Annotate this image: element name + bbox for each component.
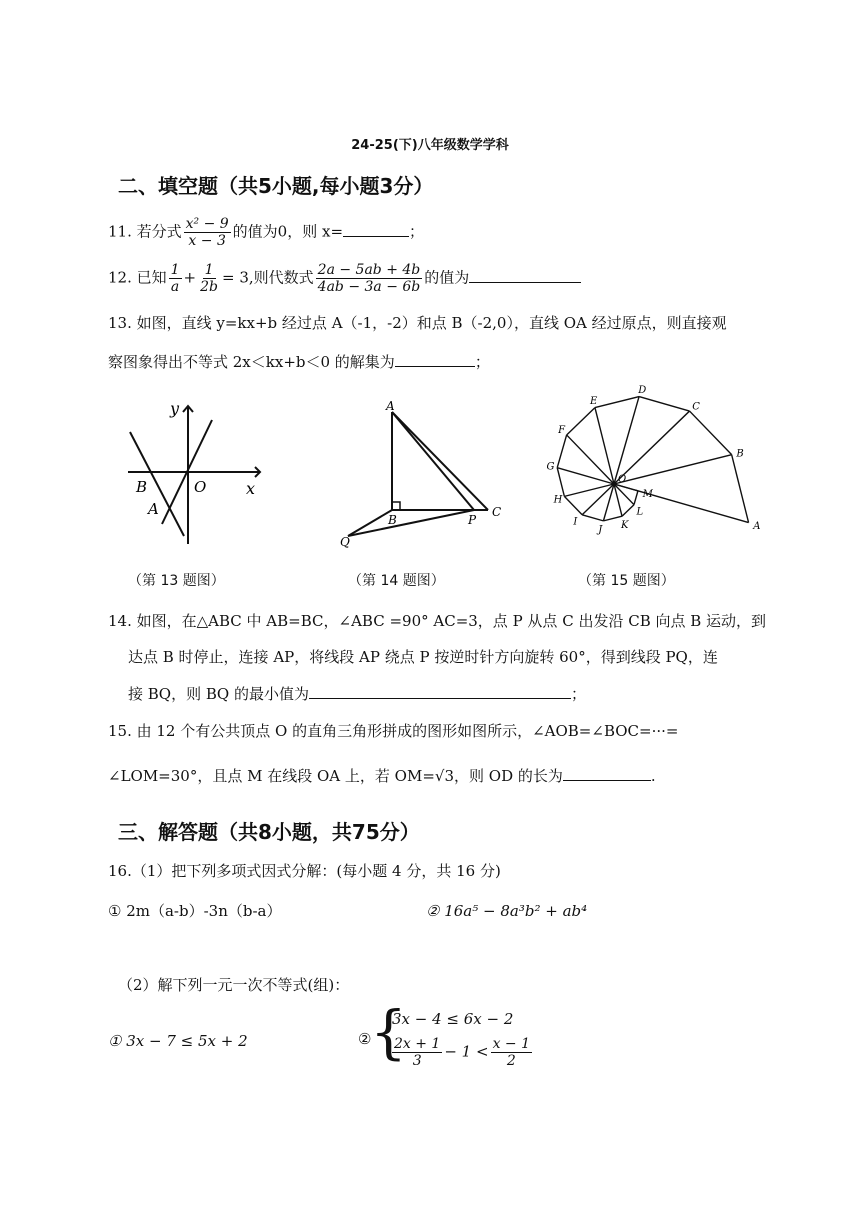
q16-sys-fraction-1 (392, 1036, 442, 1069)
q12-f3-denominator: 4ab − 3a − 6b (317, 279, 421, 296)
section-2-title: 二、填空题（共5小题,每小题3分） (118, 174, 434, 198)
caption-figure-15: （第 15 题图） (578, 573, 675, 589)
q11-suffix: 的值为0，则 x= (232, 222, 344, 241)
q11-answer-blank[interactable] (343, 222, 409, 237)
q15-line-2-text: ∠LOM=30°，且点 M 在线段 OA 上，若 OM=√3，则 OD 的长为 (108, 767, 563, 785)
q13-line-2-text: 察图象得出不等式 2x＜kx+b＜0 的解集为 (108, 353, 395, 371)
fig15-label-C: C (692, 401, 700, 413)
q16-part-2: （2）解下列一元一次不等式(组)： (118, 976, 350, 994)
fig14-label-B: B (388, 513, 397, 527)
q12-plus: + (183, 268, 197, 287)
caption-figure-14: （第 14 题图） (348, 573, 445, 589)
q16-inequality-1: ① 3x − 7 ≤ 5x + 2 (108, 1032, 248, 1050)
q14-line-3 (128, 684, 586, 703)
q15-answer-blank[interactable] (563, 766, 651, 781)
q12-suffix: 的值为 (424, 268, 470, 287)
fig14-label-Q: Q (340, 535, 350, 548)
fig15-label-K: K (620, 519, 629, 531)
q14-answer-blank[interactable] (309, 684, 571, 699)
q13-end: ； (474, 353, 490, 371)
fig15-label-G: G (546, 461, 555, 473)
q16-system-line-2 (390, 1036, 534, 1069)
fig15-label-A: A (753, 520, 761, 532)
fig15-edge-lm (634, 491, 638, 505)
fig15-edge-fg (557, 435, 566, 468)
q15-line-2 (108, 766, 656, 785)
fig15-label-F: F (558, 425, 566, 437)
fig15-edge-jk (603, 516, 622, 521)
fig15-label-E: E (590, 395, 598, 407)
page-header: 24-25(下)八年级数学学科 (351, 138, 509, 153)
fig13-label-O: O (194, 478, 207, 496)
fig15-label-I: I (573, 516, 578, 528)
section-3-title: 三、解答题（共8小题，共75分） (118, 820, 420, 844)
fig15-edge-bc (690, 411, 732, 455)
q12-f3-numerator: 2a − 5ab + 4b (317, 262, 421, 278)
q16-sys-fraction-2 (491, 1036, 532, 1069)
q12-answer-blank[interactable] (469, 268, 581, 283)
q14-end: ； (570, 685, 586, 703)
fig14-ap (392, 412, 474, 510)
fig15-edge-ef (567, 408, 595, 435)
fig13-label-x: x (246, 479, 256, 498)
fig15-edge-kl (622, 505, 634, 517)
fig13-label-A: A (148, 500, 159, 518)
q12-f1-denominator: a (170, 279, 180, 296)
question-12 (108, 262, 581, 295)
q15-line-1: 15. 由 12 个有公共顶点 O 的直角三角形拼成的图形如图所示，∠AOB=∠BOC=···= (108, 722, 679, 740)
fig15-edge-ij (582, 515, 603, 521)
q11-numerator: x² − 9 (185, 216, 229, 232)
fig13-label-y: y (170, 399, 180, 418)
q13-line-1: 13. 如图，直线 y=kx+b 经过点 A（-1，-2）和点 B（-2,0），直线 OA 经过原点，则直接观 (108, 314, 727, 332)
q14-line-3-text: 接 BQ，则 BQ 的最小值为 (128, 685, 309, 703)
figure-13 (120, 398, 270, 548)
fig15-label-H: H (553, 494, 563, 506)
q13-line-2 (108, 352, 490, 371)
q16-system-line-1: 3x − 4 ≤ 6x − 2 (392, 1010, 514, 1028)
fig15-label-J: J (598, 524, 603, 536)
fig15-edge-ab (732, 455, 749, 523)
q16-expression-2: ② 16a⁵ − 8a³b² + ab⁴ (426, 902, 588, 920)
q11-fraction (184, 216, 231, 249)
fig14-pq (348, 510, 474, 536)
fig15-edge-de (595, 397, 639, 408)
fig15-label-B: B (736, 448, 744, 460)
fig15-label-O: O (618, 474, 627, 485)
fig14-label-P: P (468, 513, 477, 527)
q15-end: . (650, 767, 656, 785)
fig14-label-A: A (386, 399, 395, 413)
q12-prefix: 12. 已知 (108, 268, 167, 287)
fig15-ray-oe (595, 408, 614, 484)
figure-14 (328, 398, 508, 548)
q11-denominator: x − 3 (188, 233, 226, 250)
fig13-label-B: B (136, 478, 148, 496)
fig14-label-C: C (492, 505, 502, 519)
figure-15 (538, 384, 768, 544)
fig15-ray-od (614, 397, 639, 484)
fig15-edge-gh (557, 468, 564, 497)
q14-line-2: 达点 B 时停止，连接 AP，将线段 AP 绕点 P 按逆时针方向旋转 60°，得到线段 PQ，连 (128, 648, 718, 666)
q16-sys-middle: − 1 < (444, 1042, 489, 1061)
fig15-ray-oh (564, 484, 614, 496)
question-11 (108, 216, 424, 249)
q14-line-1: 14. 如图，在△ABC 中 AB=BC，∠ABC =90° AC=3，点 P 从点 C 出发沿 CB 向点 B 运动，到 (108, 612, 767, 630)
fig15-label-L: L (636, 506, 644, 518)
q16-sys-f2-denominator: 2 (506, 1053, 516, 1070)
q11-prefix: 11. 若分式 (108, 222, 182, 241)
q16-expression-1: ① 2m（a-b）-3n（b-a） (108, 902, 282, 920)
q12-fraction-3 (316, 262, 423, 295)
q12-f2-denominator: 2b (200, 279, 218, 296)
fig15-edge-hi (564, 496, 582, 514)
fig14-ac (392, 412, 488, 510)
caption-figure-13: （第 13 题图） (128, 573, 225, 589)
q13-answer-blank[interactable] (395, 352, 475, 367)
fig15-edge-cd (639, 397, 689, 411)
fig15-ray-ob (614, 455, 732, 484)
q16-sys-f2-numerator: x − 1 (492, 1036, 530, 1052)
q16-system-brace: { (370, 998, 407, 1066)
q16-sys-f1-numerator: 2x + 1 (394, 1036, 441, 1052)
fig15-label-D: D (638, 384, 647, 396)
fig15-label-M: M (642, 489, 653, 501)
q12-fraction-1 (169, 262, 182, 295)
q11-end: ； (409, 222, 425, 241)
q16-marker-2: ② (358, 1030, 372, 1048)
q16-part-1: 16.（1）把下列多项式因式分解：(每小题 4 分，共 16 分) (108, 862, 501, 880)
q12-f1-numerator: 1 (170, 262, 180, 278)
fig14-right-angle (392, 502, 400, 510)
q16-sys-f1-denominator: 3 (412, 1053, 422, 1070)
q12-equals: = 3,则代数式 (222, 268, 314, 287)
q12-f2-numerator: 1 (204, 262, 214, 278)
q12-fraction-2 (198, 262, 220, 295)
